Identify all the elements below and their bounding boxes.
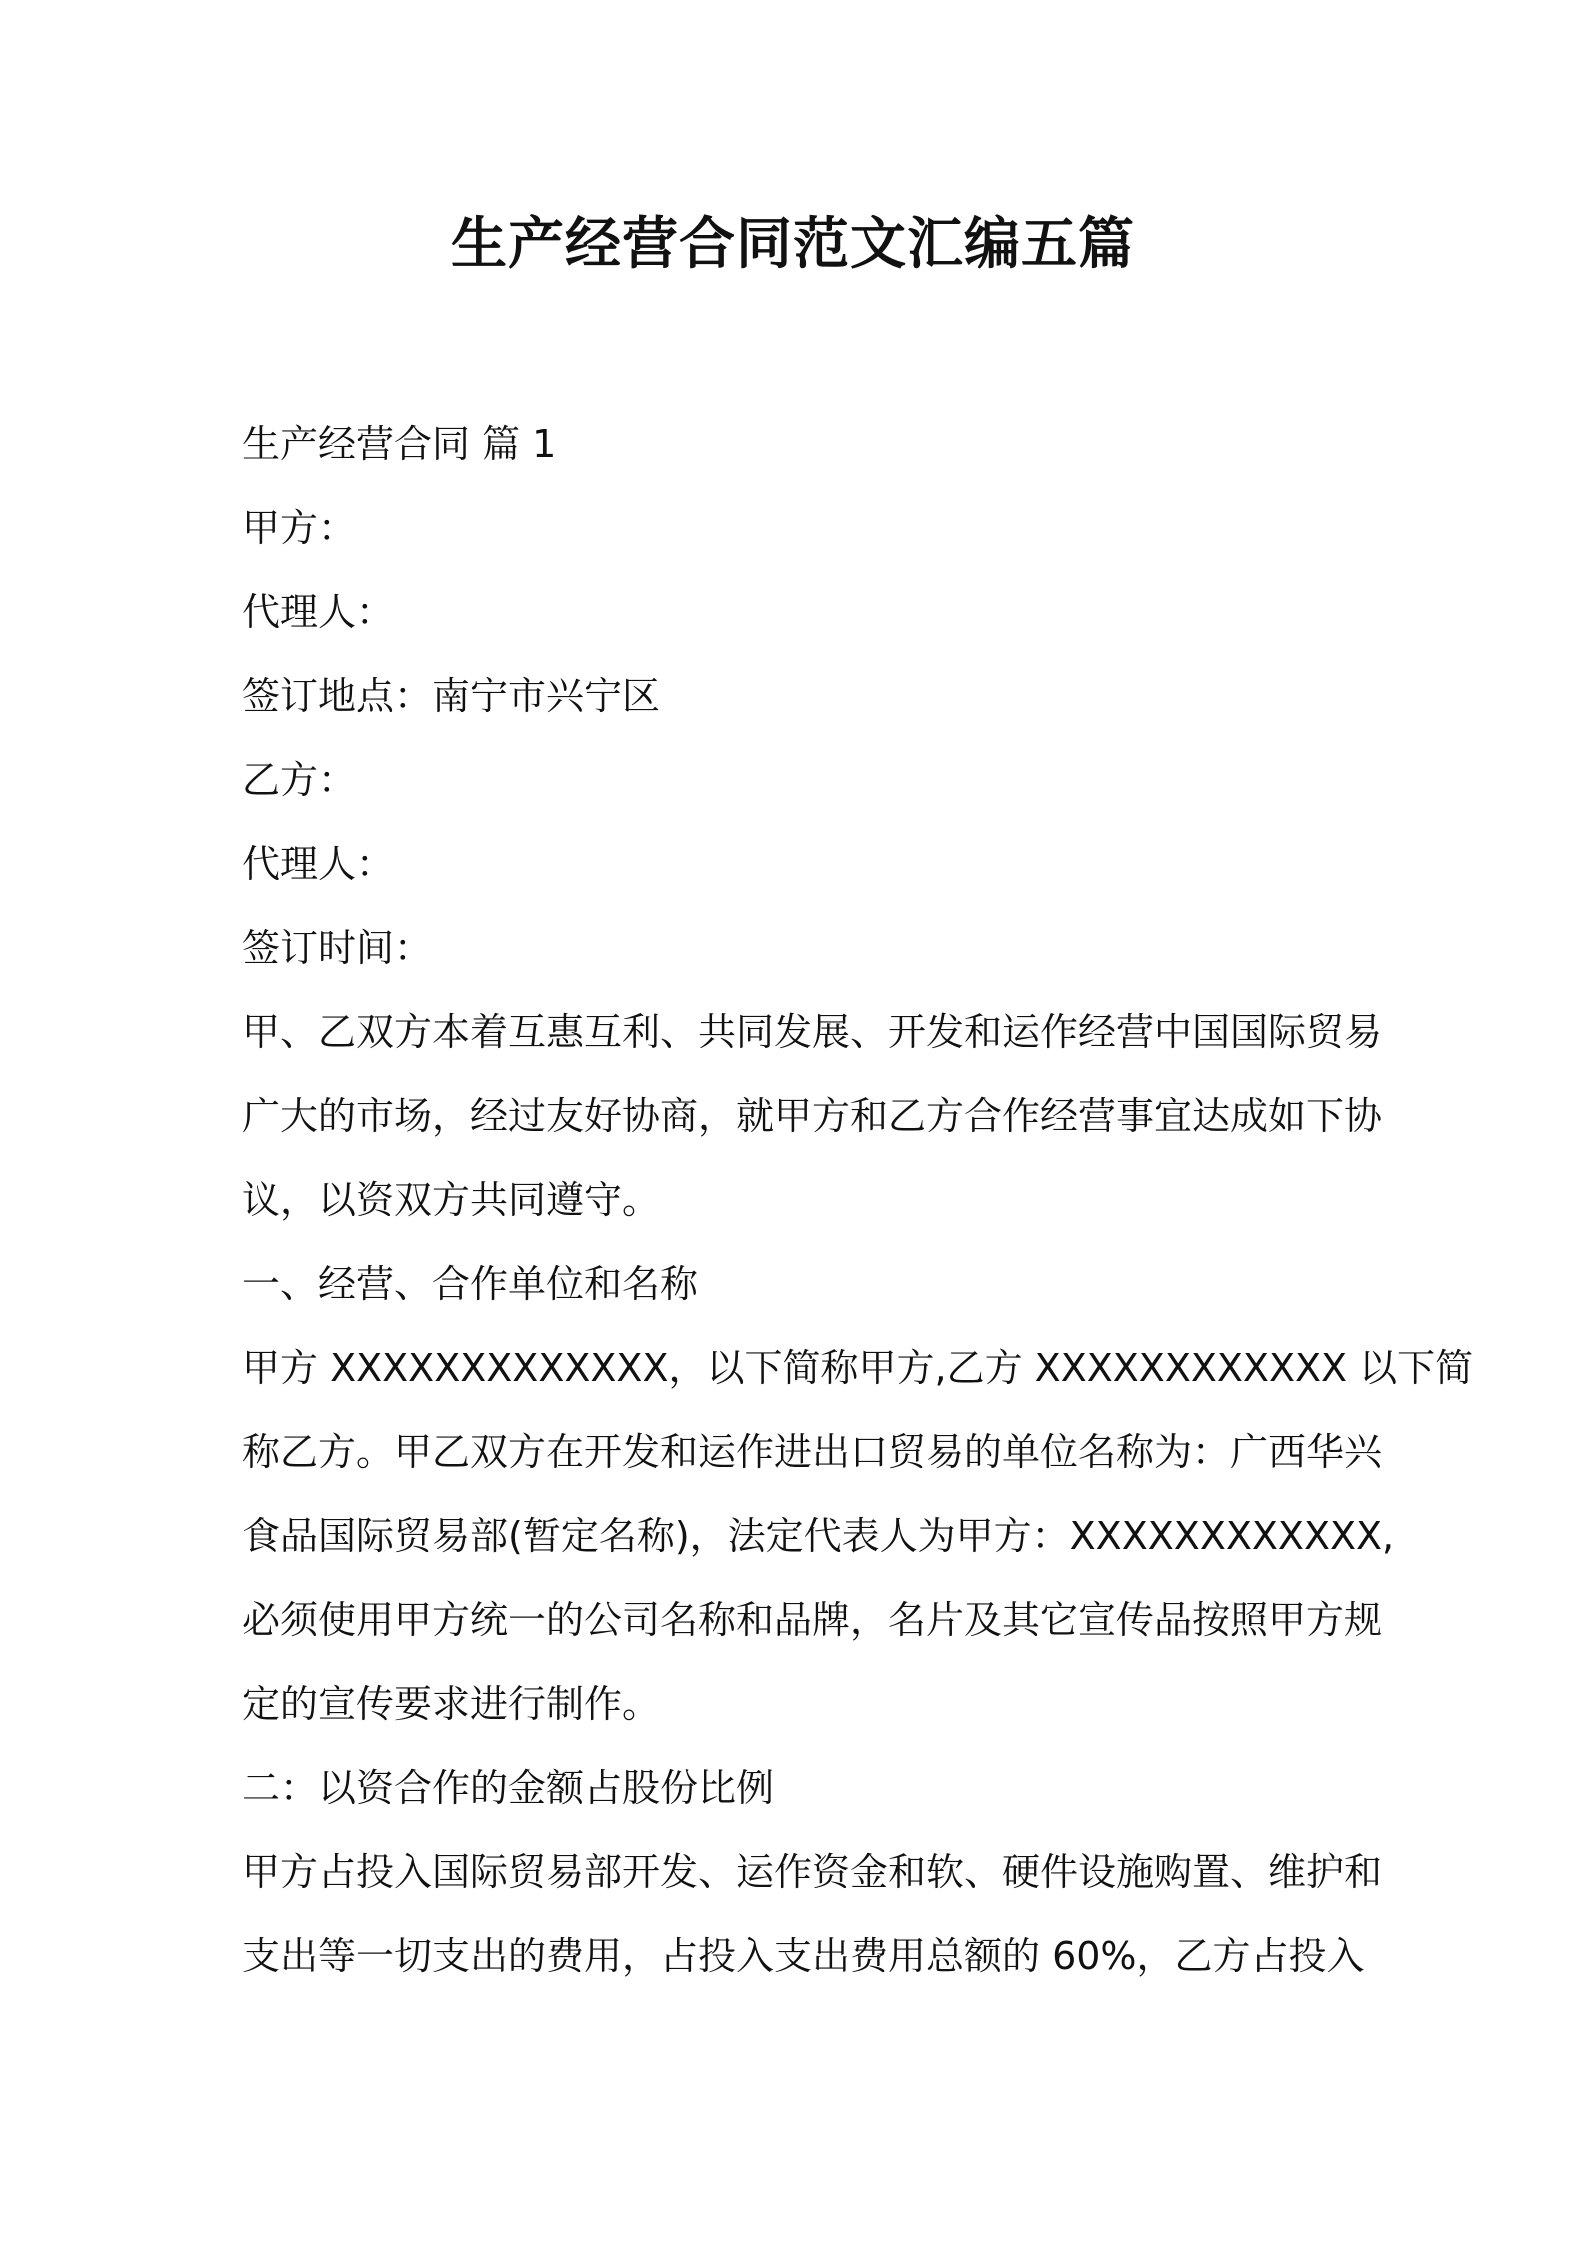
section-heading: 生产经营合同 篇 1	[242, 422, 557, 466]
clause-heading: 二：以资合作的金额占股份比例	[242, 1766, 775, 1810]
signing-time: 签订时间：	[242, 926, 433, 970]
party-a-agent-label: 代理人：	[242, 590, 395, 634]
paragraph-line: 广大的市场，经过友好协商，就甲方和乙方合作经营事宜达成如下协	[242, 1094, 1383, 1138]
paragraph-line: 甲方占投入国际贸易部开发、运作资金和软、硬件设施购置、维护和	[242, 1850, 1383, 1894]
paragraph-line: 食品国际贸易部(暂定名称)，法定代表人为甲方：XXXXXXXXXXXX,	[242, 1514, 1395, 1558]
signing-location: 签订地点：南宁市兴宁区	[242, 674, 661, 718]
party-b-label: 乙方：	[242, 758, 357, 802]
party-b-agent-label: 代理人：	[242, 842, 395, 886]
paragraph-line: 议，以资双方共同遵守。	[242, 1178, 661, 1222]
clause-heading: 一、经营、合作单位和名称	[242, 1262, 699, 1306]
party-a-label: 甲方：	[242, 506, 357, 550]
document-body	[242, 402, 1474, 1998]
document-title: 生产经营合同范文汇编五篇	[451, 212, 1135, 277]
paragraph-line: 称乙方。甲乙双方在开发和运作进出口贸易的单位名称为：广西华兴	[242, 1430, 1383, 1474]
paragraph-line: 甲、乙双方本着互惠互利、共同发展、开发和运作经营中国国际贸易	[242, 1010, 1383, 1054]
paragraph-line: 必须使用甲方统一的公司名称和品牌，名片及其它宣传品按照甲方规	[242, 1598, 1383, 1642]
paragraph-line: 定的宣传要求进行制作。	[242, 1682, 661, 1726]
paragraph-line: 甲方 XXXXXXXXXXXXX，以下简称甲方,乙方 XXXXXXXXXXXX 以下简	[242, 1346, 1474, 1390]
paragraph-line: 支出等一切支出的费用，占投入支出费用总额的 60%，乙方占投入	[242, 1934, 1365, 1978]
